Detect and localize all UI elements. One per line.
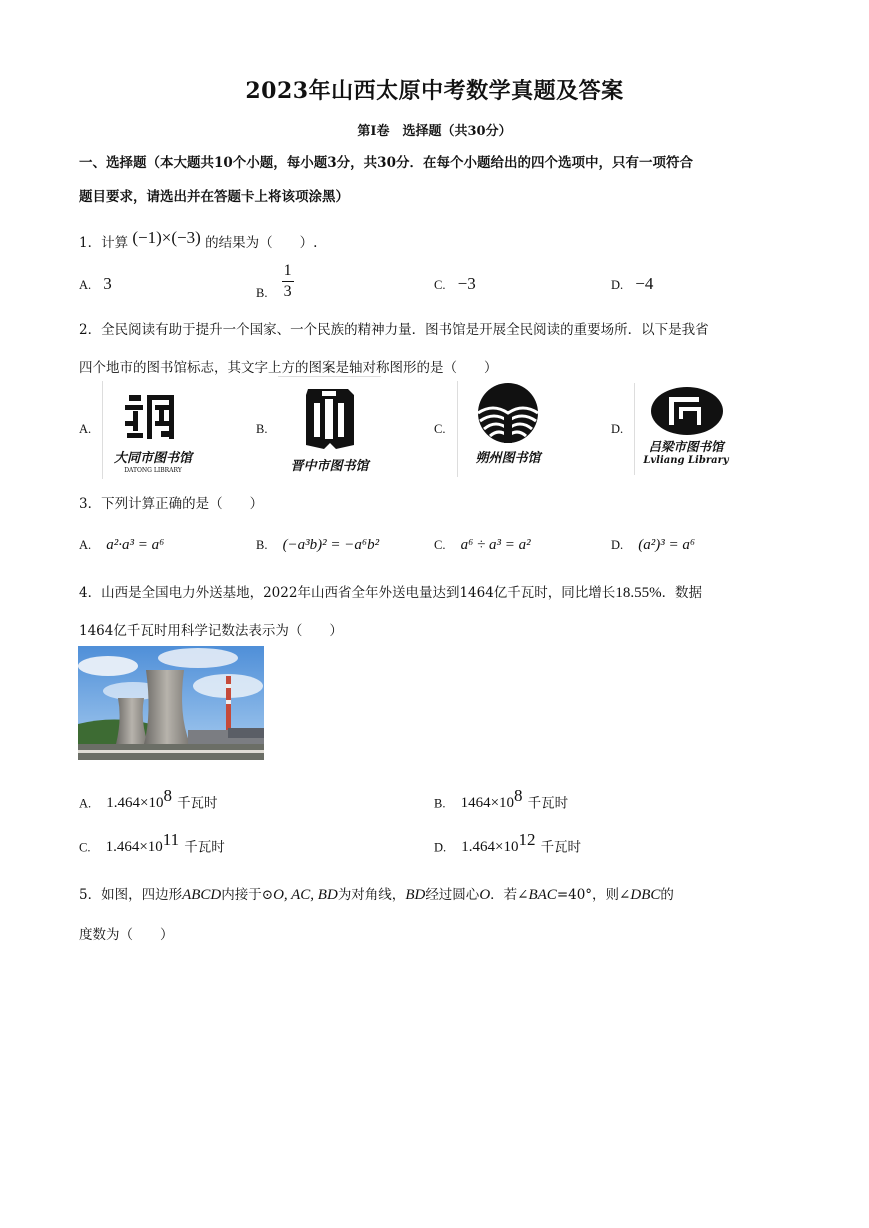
option-label: D. [611,538,624,552]
q4-option-b [434,786,568,812]
q5-text: 的 [660,887,674,903]
option-exponent: 11 [162,830,180,849]
q4-line-2: 1464亿千瓦时用科学记数法表示为（ ） [79,623,343,639]
cooling-tower-image [78,646,264,760]
logo-subcaption: DATONG LIBRARY [124,467,182,474]
section-line-2: 题目要求，请选出并在答题卡上将该项涂黑） [79,189,349,205]
q4-option-d [434,830,581,856]
q5-text: =40°，则∠ [556,887,631,903]
option-label: C. [434,278,446,292]
q2-option-label-c: C. [434,422,446,436]
q4-percentage: 18.55% [615,585,662,601]
q5-quadrilateral: ABCD [182,887,222,903]
option-exponent: 8 [514,786,523,805]
q2-option-label-d: D. [611,422,624,436]
option-label: D. [611,278,624,292]
section-instructions [79,146,799,214]
option-label: B. [256,286,268,300]
datong-library-logo [102,381,201,479]
option-expression: a²·a³ = a⁶ [106,537,165,553]
option-label: B. [256,538,268,552]
option-coefficient: 1.464×10 [461,839,519,856]
option-label: A. [79,538,92,552]
question-1-stem [79,228,799,253]
question-4-stem [79,574,799,650]
q1-option-c [434,274,476,294]
q4-line-1 [79,574,799,612]
q1-expression: (−1)×(−3) [132,228,201,247]
question-3-stem: 3．下列计算正确的是（ ） [79,496,264,512]
option-coefficient: 1.464×10 [105,839,163,856]
option-label: C. [79,840,91,855]
q4-option-c [79,830,225,856]
logo-caption: 吕梁市图书馆 [648,439,724,454]
q1-option-b [256,262,294,301]
q1-option-d [611,274,653,294]
option-label: B. [434,796,446,811]
option-expression: (a²)³ = a⁶ [638,537,696,553]
q1-option-a [79,274,112,294]
option-label: C. [434,538,446,552]
q5-line-2: 度数为（ ） [79,927,174,943]
q5-line-1 [79,875,799,915]
section-line-1: 一、选择题（本大题共10个小题，每小题3分，共30分．在每个小题给出的四个选项中，只有一项符合 [79,155,693,171]
option-label: D. [434,840,447,855]
option-value: 3 [103,274,112,293]
option-coefficient: 1.464×10 [106,795,164,812]
option-unit: 千瓦时 [184,839,225,856]
q5-text: 为对角线， [337,887,406,903]
q3-option-c [434,534,531,554]
q3-option-b [256,534,379,554]
q5-text: 内接于⊙ [221,887,274,903]
q5-text: 5．如图，四边形 [79,887,183,903]
q4-text-b: ．数据 [661,585,703,601]
q5-center: O [479,887,491,903]
lvliang-library-logo [634,383,737,475]
q5-angle-bac: BAC [528,887,557,903]
option-unit: 千瓦时 [527,795,569,812]
library-emblem-icon [635,383,737,443]
q2-option-label-a: A. [79,422,92,436]
q5-text: 经过圆心 [425,887,480,903]
shuozhou-library-logo [457,381,558,477]
logo-caption: 朔州图书馆 [475,451,541,466]
option-label: A. [79,278,92,292]
option-expression: a⁶ ÷ a³ = a² [460,537,531,553]
option-label: A. [79,796,92,811]
option-value: −4 [635,274,654,293]
q5-angle-dbc: DBC [630,887,661,903]
part-heading: 第Ⅰ卷 选择题（共30分） [357,124,512,139]
q3-option-a [79,534,164,554]
logo-caption: 晋中市图书馆 [290,459,369,474]
q1-suffix: 的结果为（ ）. [205,235,318,251]
logo-subcaption: Lvliang Library [643,455,729,466]
q5-segment: BD [405,887,426,903]
q5-text: ．若∠ [490,887,529,903]
option-expression: (−a³b)² = −a⁶b² [282,537,380,553]
question-5-stem [79,875,799,955]
q1-prefix: 1．计算 [79,235,129,251]
option-exponent: 12 [518,830,536,849]
power-plant-photo [78,646,264,760]
q5-circle-diagonals: O, AC, BD [273,887,338,903]
jinzhong-library-logo [278,376,381,477]
q2-option-label-b: B. [256,422,268,436]
option-value: −3 [457,274,476,293]
q2-line-1: 2．全民阅读有助于提升一个国家、一个民族的精神力量．图书馆是开展全民阅读的重要场所．以下是我省 [79,322,709,338]
option-unit: 千瓦时 [540,839,582,856]
q4-option-a [79,786,218,812]
denominator: 3 [283,283,292,300]
question-2-stem [79,311,799,387]
numerator: 1 [283,262,292,279]
fraction-bar [282,281,294,282]
fraction [282,262,294,301]
logo-caption: 大同市图书馆 [113,451,192,466]
q3-option-d [611,534,695,554]
page-title: 2023年山西太原中考数学真题及答案 [245,78,624,104]
option-unit: 千瓦时 [177,795,218,812]
option-exponent: 8 [163,786,172,805]
q2-line-2: 四个地市的图书馆标志，其文字上方的图案是轴对称图形的是（ ） [79,360,498,376]
q4-text-a: 4．山西是全国电力外送基地，2022年山西省全年外送电量达到1464亿千瓦时，同比增长 [79,585,616,601]
option-coefficient: 1464×10 [460,795,515,812]
